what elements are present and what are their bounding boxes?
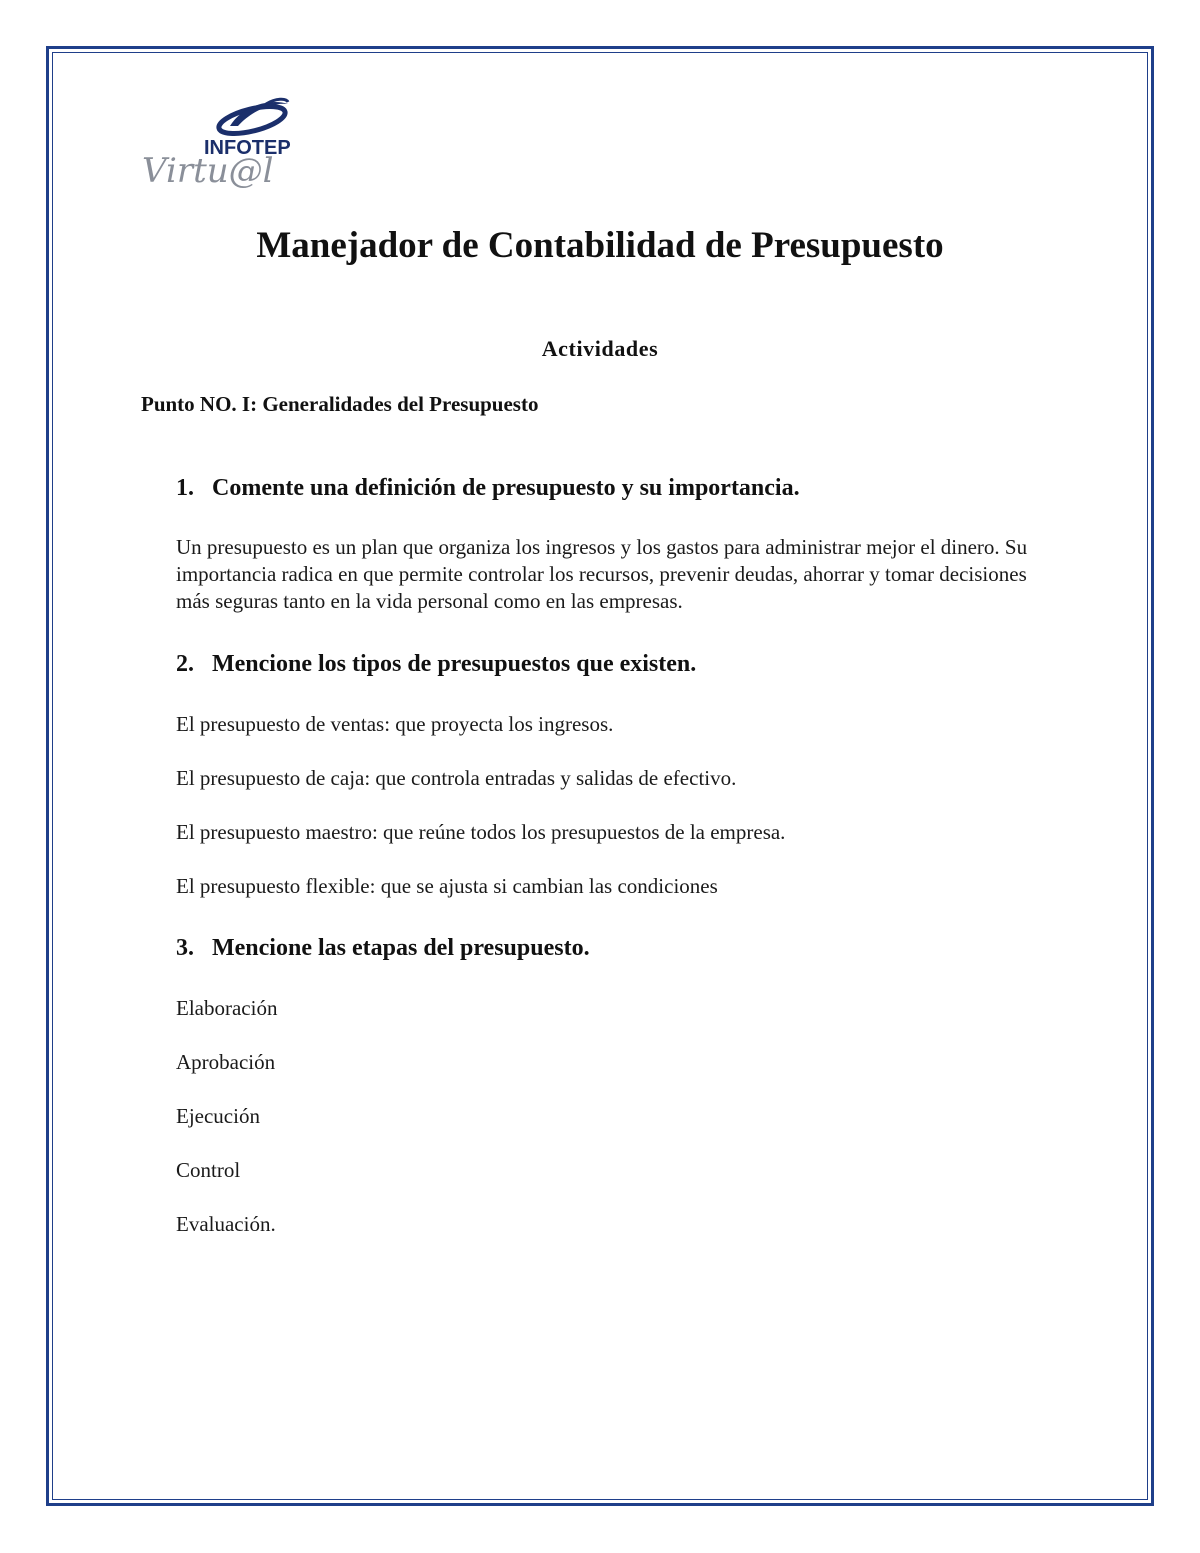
question-number: 3. <box>176 935 194 961</box>
answer-paragraph: Un presupuesto es un plan que organiza los ingresos y los gastos para administrar mejor el dinero. Su importancia radica en que permite controlar los recursos, prevenir deudas, ahorrar y tomar decisiones más seguras tanto en la vida personal como en las empresas. <box>176 535 1028 613</box>
budget-stage-item: Ejecución <box>176 1104 260 1128</box>
question-text: Mencione las etapas del presupuesto. <box>212 935 590 961</box>
budget-stage-item: Control <box>176 1158 241 1182</box>
question-3 <box>176 932 590 964</box>
logo-infotep-text: INFOTEP <box>204 137 291 159</box>
question-number: 2. <box>176 651 194 677</box>
question-1 <box>176 472 800 504</box>
question-text: Mencione los tipos de presupuestos que existen. <box>212 651 697 677</box>
document-title: Manejador de Contabilidad de Presupuesto <box>256 225 944 266</box>
infotep-virtual-logo <box>138 96 310 192</box>
budget-stage-item: Evaluación. <box>176 1212 276 1236</box>
subtitle-actividades: Actividades <box>541 336 659 361</box>
budget-type-item: El presupuesto flexible: que se ajusta si cambian las condiciones <box>176 874 718 898</box>
question-2 <box>176 648 696 680</box>
budget-stage-item: Aprobación <box>176 1050 276 1074</box>
budget-type-item: El presupuesto de caja: que controla entradas y salidas de efectivo. <box>176 766 737 790</box>
budget-type-item: El presupuesto de ventas: que proyecta los ingresos. <box>176 712 614 736</box>
budget-type-item: El presupuesto maestro: que reúne todos los presupuestos de la empresa. <box>176 820 786 844</box>
budget-stage-item: Elaboración <box>176 996 278 1020</box>
question-text: Comente una definición de presupuesto y su importancia. <box>212 475 800 501</box>
section-heading: Punto NO. I: Generalidades del Presupuesto <box>141 392 539 416</box>
logo-virtual-text: Virtu@l <box>142 151 274 191</box>
question-number: 1. <box>176 475 194 501</box>
